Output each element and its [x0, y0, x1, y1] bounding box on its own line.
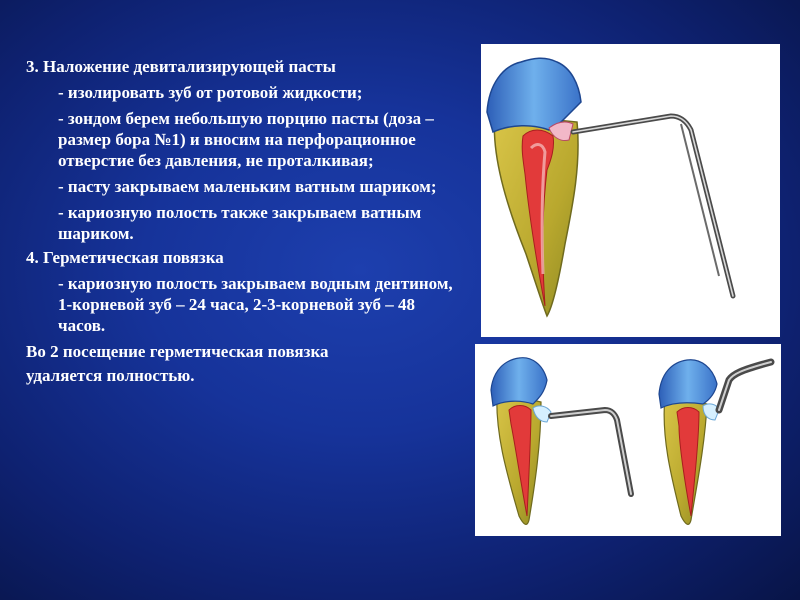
teeth-dressing-drawing	[475, 344, 781, 536]
tooth-right	[659, 360, 719, 525]
tooth-left	[491, 358, 551, 525]
closing-line-2: удаляется полностью.	[26, 366, 195, 385]
illustration-paste-application	[481, 44, 780, 337]
step4-title: 4. Герметическая повязка	[26, 248, 224, 267]
plugger-left	[551, 410, 631, 494]
step3-title: 3. Наложение девитализирующей пасты	[26, 57, 336, 76]
slide-text	[26, 56, 466, 386]
probe-instrument	[573, 116, 733, 296]
tooth-probe-drawing	[481, 44, 780, 337]
closing-line-1: Во 2 посещение герметическая повязка	[26, 342, 329, 361]
step3-item-cavity: - кариозную полость также закрываем ватным шариком.	[58, 203, 422, 243]
step3-item-probe: - зондом берем небольшую порцию пасты (доза – размер бора №1) и вносим на перфорационное отверстие без давления, не проталкивая;	[58, 109, 434, 170]
illustration-hermetic-dressing	[475, 344, 781, 536]
step4-item-dentin: - кариозную полость закрываем водным дентином, 1-корневой зуб – 24 часа, 2-3-корневой зуб – 48 часов.	[58, 274, 453, 335]
step3-item-cotton: - пасту закрываем маленьким ватным шариком;	[58, 177, 437, 196]
step3-item-isolate: - изолировать зуб от ротовой жидкости;	[58, 83, 363, 102]
